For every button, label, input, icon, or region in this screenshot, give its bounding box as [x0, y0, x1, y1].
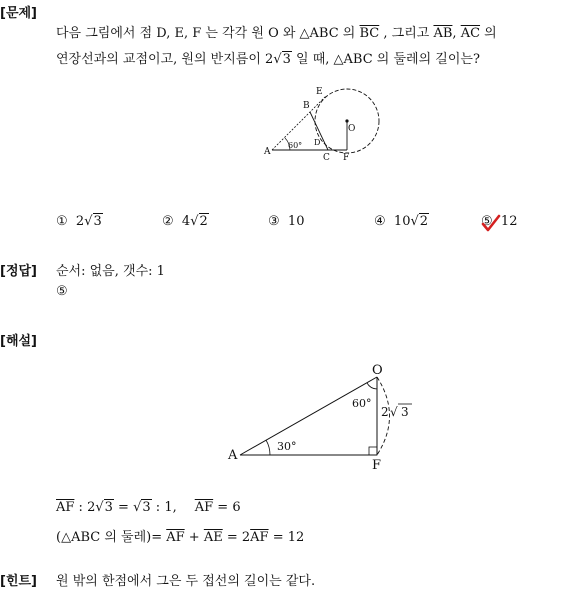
sqrt: √3 [95, 500, 113, 515]
sqrt: √3 [273, 52, 291, 67]
segment-bc: $\overline{BC}$ [359, 26, 380, 41]
answer-label: [정답] [0, 264, 37, 279]
segment-af: $\overline{AF}$ [56, 500, 75, 515]
sqrt: √3 [133, 500, 151, 515]
choice-mark: ③ [268, 214, 280, 229]
sqrt: √3 [84, 214, 102, 229]
sqrt: √2 [190, 214, 208, 229]
equation-2: (△ABC 의 둘레)= $\overline{AF} + \overline{AE} = 2\overline{AF} = 12$ [56, 530, 305, 545]
choice-text: 12 [500, 214, 518, 229]
choice-text: 10 [393, 214, 411, 229]
angle-arc-a [266, 440, 270, 455]
choice-text: 10 [287, 214, 305, 229]
label-o: O [348, 124, 356, 134]
choice-text: 4 [181, 214, 191, 229]
sqrt-sign: √ [390, 405, 398, 419]
explanation-label: [해설] [0, 334, 37, 349]
label-c: C [323, 153, 330, 163]
right-angle-mark [369, 447, 377, 455]
choice-mark: ④ [374, 214, 386, 229]
label-e: E [316, 87, 323, 97]
problem-label: [문제] [0, 6, 37, 21]
answer-value: ⑤ [56, 284, 68, 299]
line-ao [240, 377, 377, 455]
label-side: 2 [381, 405, 389, 419]
problem-text: 일 때, △ABC 의 둘레의 길이는? [291, 52, 480, 67]
choice-mark: ② [162, 214, 174, 229]
problem-text: 의 [480, 26, 497, 41]
label-angle-o: 60° [352, 397, 372, 410]
label-side-rad: 3 [401, 405, 409, 419]
choice-mark: ⑤ [481, 214, 493, 229]
label-a: A [264, 147, 271, 157]
hint-label: [힌트] [0, 574, 37, 589]
problem-text: , [452, 26, 461, 41]
label-a: A [228, 448, 238, 463]
label-angle: 60° [288, 141, 303, 150]
segment-ae: $\overline{AE}$ [203, 530, 223, 545]
label-f: F [343, 153, 350, 163]
label-o: O [372, 363, 383, 378]
equation-1: $\overline{AF}$ : 2√3 = √3 : 1, $\overline{AF} = 6$ [56, 500, 241, 515]
segment-af: $\overline{AF}$ [250, 530, 269, 545]
label-f: F [372, 458, 382, 473]
segment-af: $\overline{AF}$ [166, 530, 185, 545]
label-b: B [303, 101, 310, 111]
segment-ab: $\overline{AB}$ [433, 26, 453, 41]
hint-text: 원 밖의 한점에서 그은 두 접선의 길이는 같다. [56, 574, 316, 589]
problem-text: , 그리고 [379, 26, 434, 41]
segment-ac: $\overline{AC}$ [460, 26, 481, 41]
label-d: D [314, 138, 321, 147]
choice-text: 2 [75, 214, 85, 229]
answer-meta: 순서: 없음, 갯수: 1 [56, 264, 165, 279]
segment-af: $\overline{AF}$ [194, 500, 214, 515]
label-angle-a: 30° [277, 440, 297, 453]
problem-text: 다음 그림에서 점 D, E, F 는 각각 원 O 와 △ABC 의 [56, 26, 360, 41]
choice-mark: ① [56, 214, 68, 229]
angle-arc-o [367, 383, 377, 389]
sqrt: √2 [410, 214, 429, 229]
problem-text: 연장선과의 교점이고, 원의 반지름이 2 [56, 52, 274, 67]
